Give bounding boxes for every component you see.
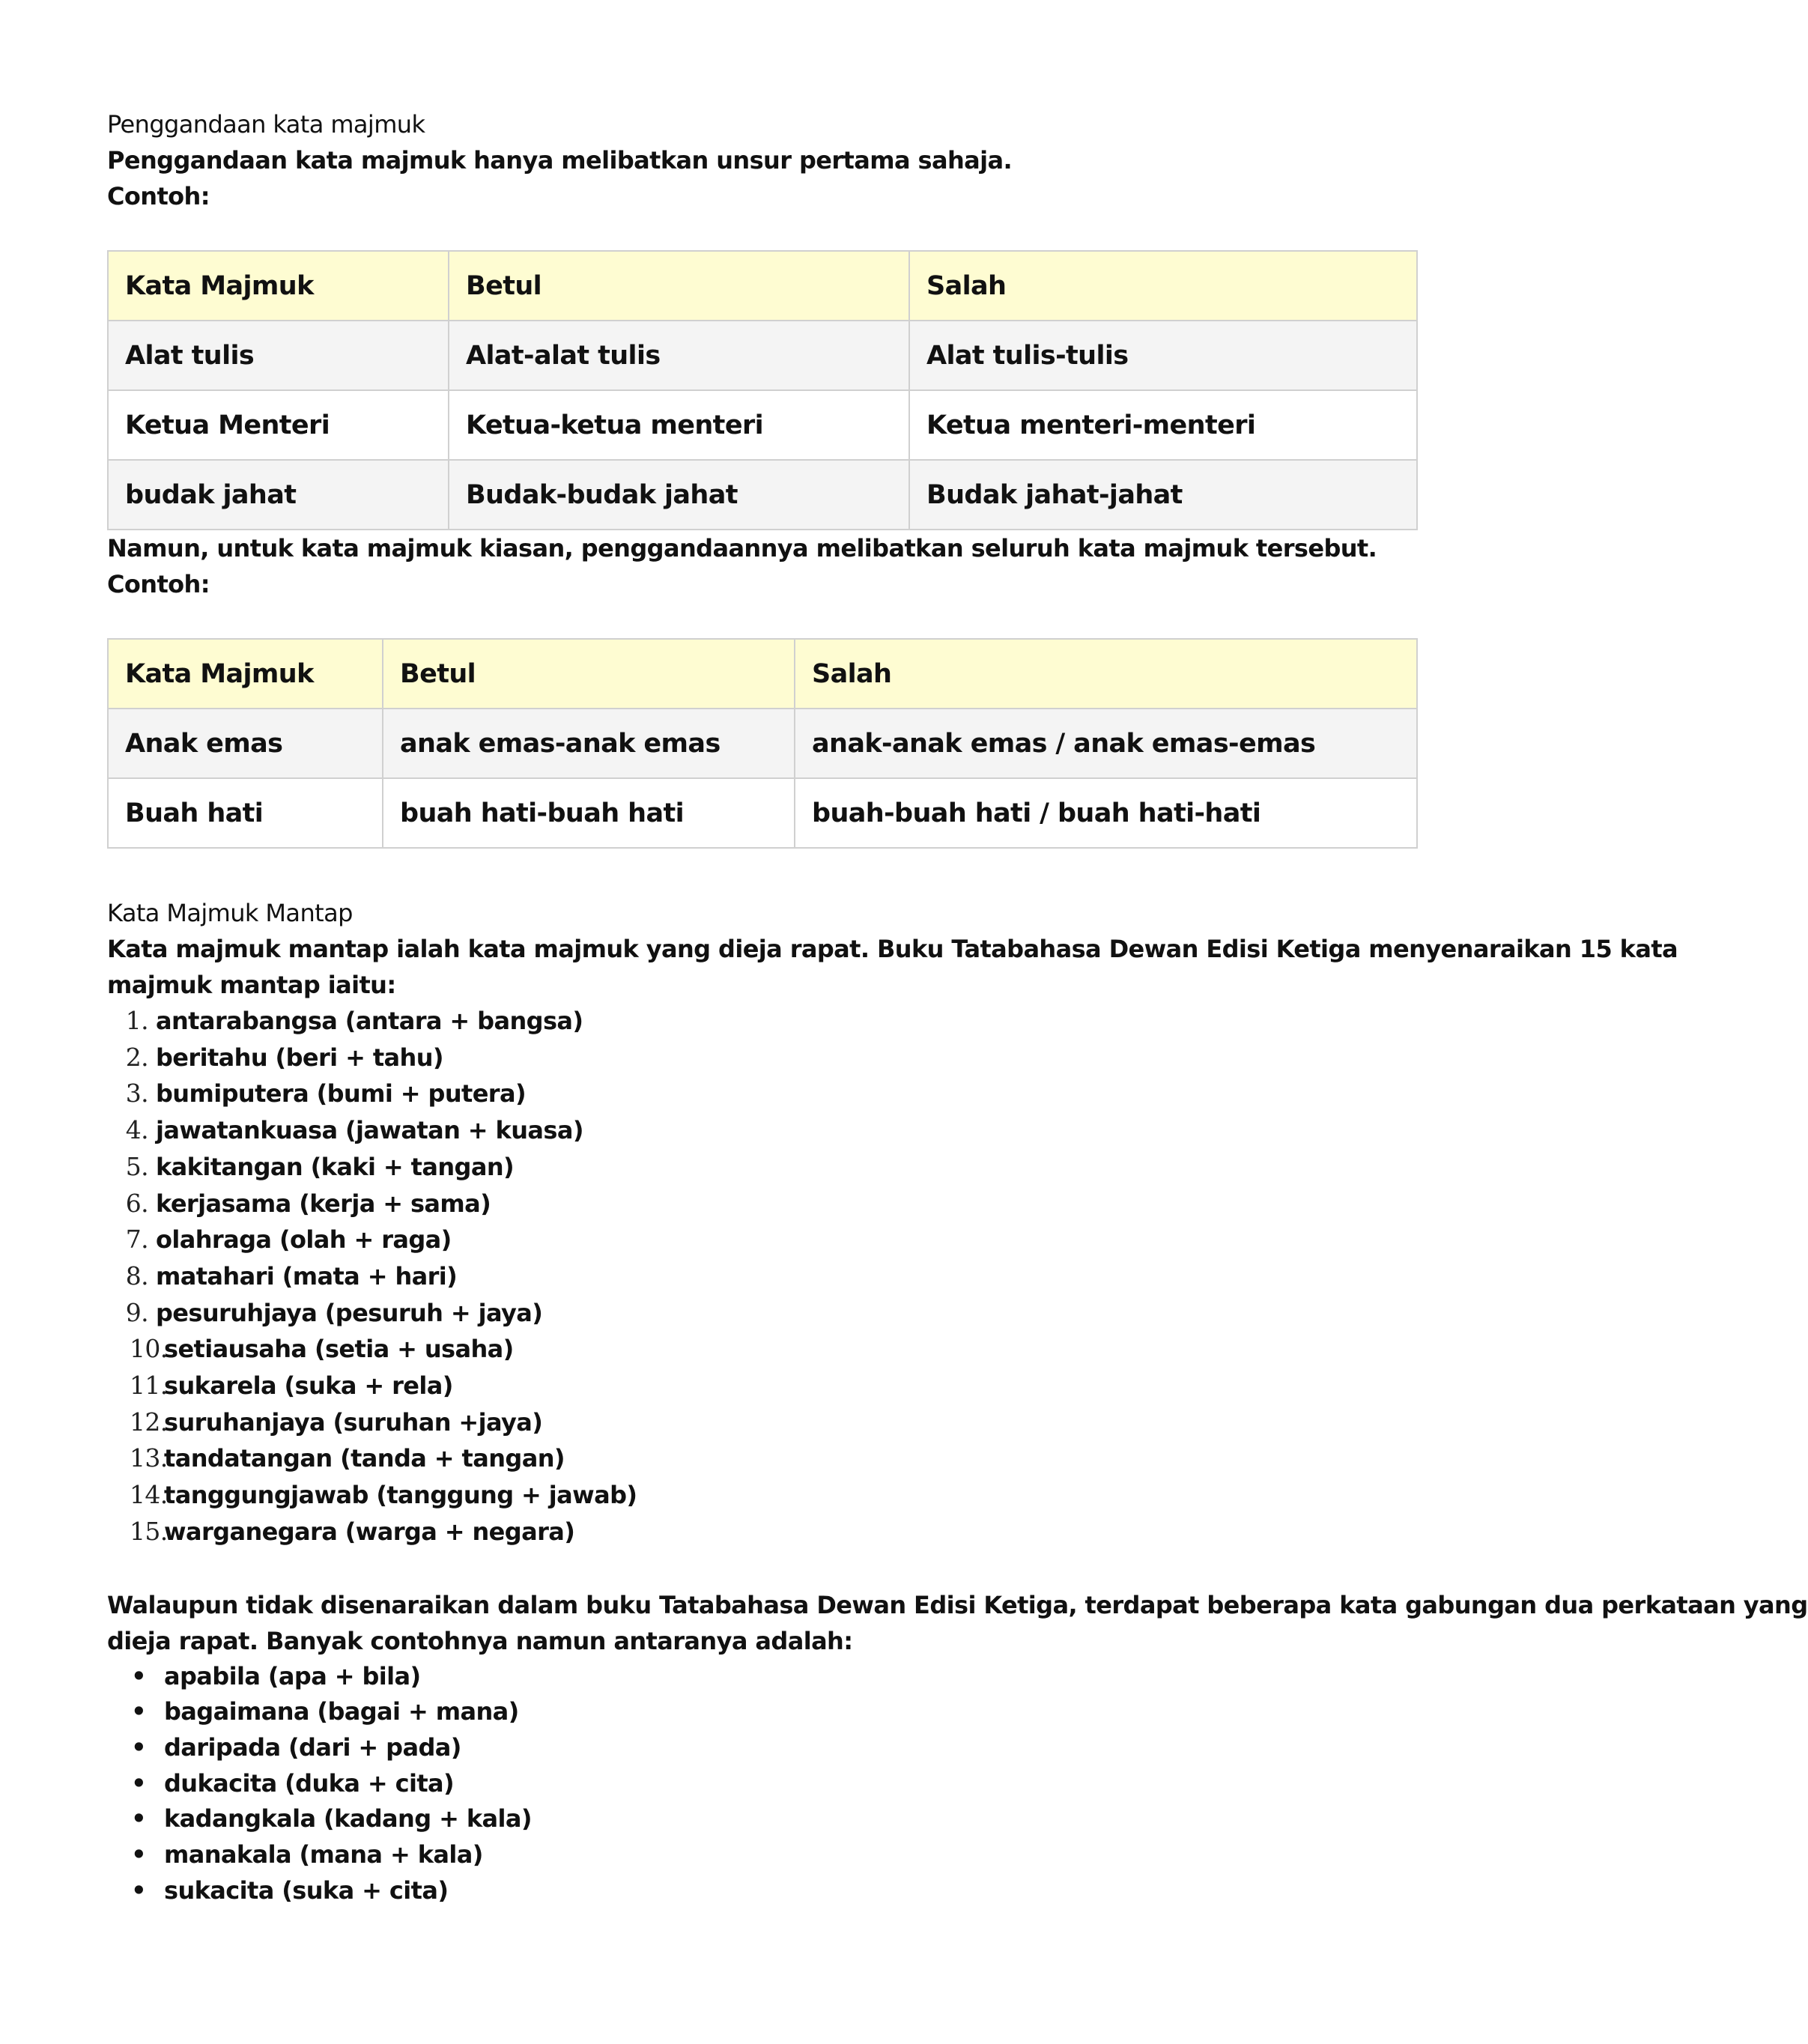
bullet-icon: • — [131, 1732, 146, 1762]
list-number: 12. — [130, 1407, 168, 1437]
list-item — [107, 1801, 1425, 1837]
table-cell: Ketua-ketua menteri — [449, 390, 909, 460]
list-item — [107, 1766, 1425, 1802]
list-item — [107, 1873, 1425, 1909]
list-item — [107, 1295, 1425, 1332]
list-item-text: jawatankuasa (jawatan + kuasa) — [156, 1116, 583, 1145]
table-cell: Budak-budak jahat — [449, 460, 909, 530]
list-number: 6. — [125, 1188, 148, 1218]
list-number: 4. — [125, 1115, 148, 1145]
table-cell: Budak jahat-jahat — [909, 460, 1417, 530]
list-item-text: setiausaha (setia + usaha) — [164, 1335, 514, 1364]
table-cell: Ketua menteri-menteri — [909, 390, 1417, 460]
table-cell: budak jahat — [108, 460, 449, 530]
list-item-text: sukarela (suka + rela) — [164, 1371, 453, 1401]
list-number: 13. — [130, 1443, 168, 1473]
paragraph: Penggandaan kata majmuk hanya melibatkan unsur pertama sahaja. — [107, 146, 1013, 175]
list-number: 11. — [130, 1371, 168, 1401]
list-number: 1. — [125, 1006, 148, 1035]
bullet-icon: • — [131, 1661, 146, 1690]
list-number: 2. — [125, 1042, 148, 1072]
bullet-icon: • — [131, 1804, 146, 1834]
document-page — [107, 106, 1808, 1908]
table-cell: anak emas-anak emas — [383, 709, 795, 778]
list-item — [107, 1730, 1425, 1766]
list-item — [107, 1003, 1425, 1040]
list-item-text: dukacita (duka + cita) — [164, 1768, 455, 1798]
table-cell: Anak emas — [108, 709, 383, 778]
bullet-icon: • — [131, 1768, 146, 1798]
list-item — [107, 1514, 1425, 1550]
list-number: 9. — [125, 1297, 148, 1327]
table-cell: Alat-alat tulis — [449, 321, 909, 390]
list-item — [107, 1040, 1425, 1076]
list-item-text: antarabangsa (antara + bangsa) — [156, 1007, 583, 1035]
list-item-text: olahraga (olah + raga) — [156, 1225, 452, 1255]
table-header-row — [108, 251, 1417, 321]
figurative-compound-table — [107, 638, 1418, 849]
table-cell: Ketua Menteri — [108, 390, 449, 460]
list-number: 7. — [125, 1225, 148, 1255]
table-row — [108, 709, 1417, 778]
example-label: Contoh: — [107, 570, 210, 598]
list-item-text: kakitangan (kaki + tangan) — [156, 1152, 515, 1181]
table-header-cell: Kata Majmuk — [108, 251, 449, 321]
list-item-text: kadangkala (kadang + kala) — [164, 1804, 532, 1834]
example-label: Contoh: — [107, 182, 210, 210]
list-item-text: manakala (mana + kala) — [164, 1840, 483, 1869]
list-number: 15. — [130, 1516, 168, 1546]
paragraph: majmuk mantap iaitu: — [107, 971, 396, 999]
bullet-icon: • — [131, 1840, 146, 1869]
list-item — [107, 1149, 1425, 1186]
list-number: 10. — [130, 1334, 168, 1364]
table-row — [108, 460, 1417, 530]
list-item — [107, 1368, 1425, 1404]
table-header-cell: Kata Majmuk — [108, 639, 383, 709]
list-item-text: apabila (apa + bila) — [164, 1661, 421, 1690]
list-number: 5. — [125, 1151, 148, 1181]
list-item-text: matahari (mata + hari) — [156, 1261, 458, 1291]
compound-word-table — [107, 250, 1418, 530]
list-item-text: daripada (dari + pada) — [164, 1732, 461, 1762]
list-item — [107, 1477, 1425, 1514]
bullet-icon: • — [131, 1697, 146, 1726]
list-item — [107, 1404, 1425, 1441]
list-item — [107, 1076, 1425, 1112]
paragraph: Walaupun tidak disenaraikan dalam buku Tatabahasa Dewan Edisi Ketiga, terdapat beberapa kata gabungan dua perkataan yang — [107, 1590, 1808, 1619]
list-number: 14. — [130, 1480, 168, 1510]
bullet-list — [107, 1659, 1425, 1909]
list-item — [107, 1440, 1425, 1477]
list-item — [107, 1331, 1425, 1368]
table-row — [108, 321, 1417, 390]
table-header-cell: Betul — [383, 639, 795, 709]
table-cell: anak-anak emas / anak emas-emas — [795, 709, 1417, 778]
table-cell: Alat tulis — [108, 321, 449, 390]
list-item-text: beritahu (beri + tahu) — [156, 1043, 443, 1072]
list-item — [107, 1694, 1425, 1730]
list-item-text: warganegara (warga + negara) — [164, 1517, 575, 1546]
paragraph: dieja rapat. Banyak contohnya namun antaranya adalah: — [107, 1626, 853, 1655]
table-cell: Alat tulis-tulis — [909, 321, 1417, 390]
list-item — [107, 1659, 1425, 1695]
table-header-cell: Salah — [909, 251, 1417, 321]
list-item — [107, 1222, 1425, 1258]
list-item-text: bagaimana (bagai + mana) — [164, 1697, 519, 1726]
section-heading: Penggandaan kata majmuk — [107, 110, 425, 139]
table-row — [108, 778, 1417, 848]
bullet-icon: • — [131, 1875, 146, 1905]
table-row — [108, 390, 1417, 460]
list-item-text: tanggungjawab (tanggung + jawab) — [164, 1481, 637, 1510]
list-item-text: bumiputera (bumi + putera) — [156, 1079, 527, 1109]
list-item-text: kerjasama (kerja + sama) — [156, 1189, 491, 1218]
list-item-text: sukacita (suka + cita) — [164, 1875, 449, 1905]
list-item-text: suruhanjaya (suruhan +jaya) — [164, 1407, 543, 1437]
table-header-cell: Betul — [449, 251, 909, 321]
table-header-row — [108, 639, 1417, 709]
list-number: 3. — [125, 1079, 148, 1109]
numbered-list — [107, 1003, 1425, 1550]
list-item — [107, 1258, 1425, 1295]
table-header-cell: Salah — [795, 639, 1417, 709]
list-item-text: tandatangan (tanda + tangan) — [164, 1444, 565, 1473]
table-cell: buah-buah hati / buah hati-hati — [795, 778, 1417, 848]
paragraph: Kata majmuk mantap ialah kata majmuk yang dieja rapat. Buku Tatabahasa Dewan Edisi Ketiga menyenaraikan 15 kata — [107, 935, 1678, 963]
list-number: 8. — [125, 1261, 148, 1291]
table-cell: Buah hati — [108, 778, 383, 848]
list-item-text: pesuruhjaya (pesuruh + jaya) — [156, 1298, 543, 1327]
list-item — [107, 1837, 1425, 1873]
section-heading: Kata Majmuk Mantap — [107, 899, 353, 927]
list-item — [107, 1112, 1425, 1149]
table-cell: buah hati-buah hati — [383, 778, 795, 848]
list-item — [107, 1186, 1425, 1222]
paragraph: Namun, untuk kata majmuk kiasan, penggandaannya melibatkan seluruh kata majmuk tersebut. — [107, 534, 1377, 562]
